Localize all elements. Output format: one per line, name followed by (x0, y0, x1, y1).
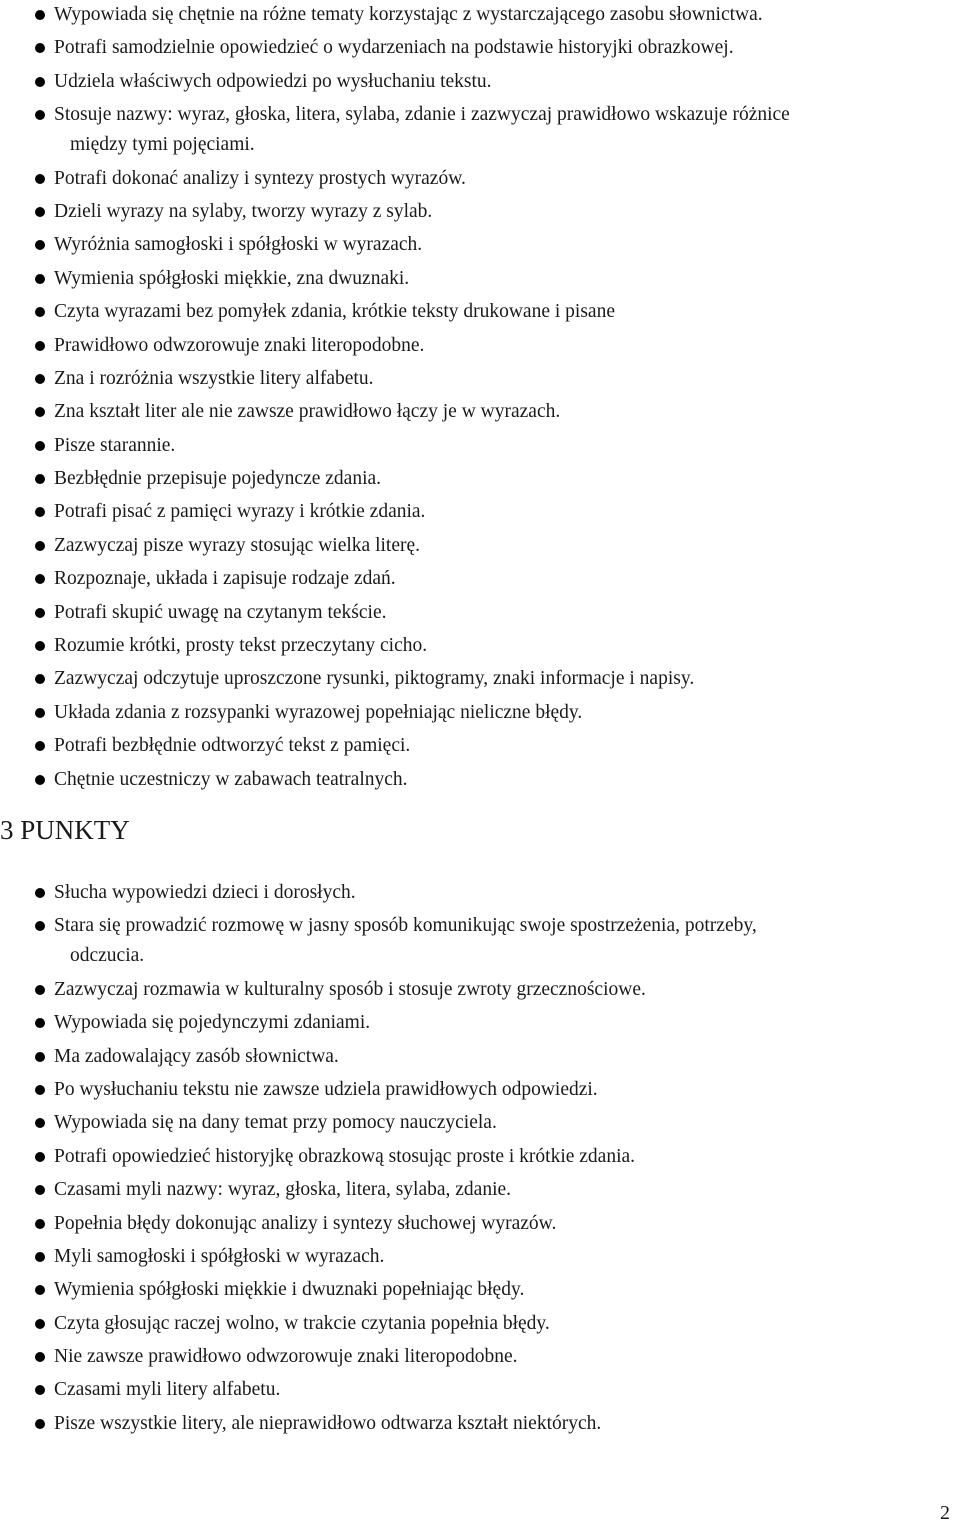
list-item (0, 698, 950, 728)
list-item-text: Zazwyczaj pisze wyrazy stosując wielka literę. (54, 534, 420, 556)
bullet-icon (35, 307, 45, 317)
bullet-icon (35, 374, 45, 384)
list-item-text: Zazwyczaj rozmawia w kulturalny sposób i stosuje zwroty grzecznościowe. (54, 978, 646, 1000)
page-number: 2 (940, 1502, 950, 1524)
bullet-icon (35, 77, 45, 87)
bullet-icon (35, 240, 45, 250)
bullet-icon (35, 1385, 45, 1395)
list-item (0, 631, 950, 661)
list-item-text: Dzieli wyrazy na sylaby, tworzy wyrazy z sylab. (54, 200, 433, 222)
list-item-text: Udziela właściwych odpowiedzi po wysłuchaniu tekstu. (54, 70, 492, 92)
list-item-text: Bezbłędnie przepisuje pojedyncze zdania. (54, 468, 382, 490)
list-item (0, 464, 950, 494)
list-item (0, 564, 950, 594)
bullet-icon (35, 1118, 45, 1128)
bullet-icon (35, 507, 45, 517)
list-item (0, 1075, 950, 1105)
bullet-icon (35, 174, 45, 184)
bullet-icon (35, 1152, 45, 1162)
list-item-text: Po wysłuchaniu tekstu nie zawsze udziela prawidłowych odpowiedzi. (54, 1078, 598, 1100)
list-item (0, 297, 950, 327)
list-item-text: Stara się prowadzić rozmowę w jasny sposób komunikując swoje spostrzeżenia, potrzeby, (54, 915, 757, 937)
list-item (0, 33, 950, 63)
bullet-icon (35, 110, 45, 120)
bullet-icon (35, 541, 45, 551)
list-item (0, 364, 950, 394)
list-item-text: Potrafi skupić uwagę na czytanym tekście. (54, 601, 387, 623)
bullet-icon (35, 1352, 45, 1362)
list-item-text: Zna kształt liter ale nie zawsze prawidłowo łączy je w wyrazach. (54, 401, 561, 423)
list-item-text: Wypowiada się pojedynczymi zdaniami. (54, 1012, 371, 1034)
list-item (0, 164, 950, 194)
bullet-icon (35, 1185, 45, 1195)
list-item (0, 911, 950, 971)
list-item-text: odczucia. (70, 945, 145, 967)
bullet-icon (35, 1219, 45, 1229)
list-item (0, 0, 950, 30)
list-item-text: Myli samogłoski i spółgłoski w wyrazach. (54, 1245, 385, 1267)
list-item-text: Wyróżnia samogłoski i spółgłoski w wyrazach. (54, 234, 423, 256)
bullet-icon (35, 407, 45, 417)
bullet-icon (35, 708, 45, 718)
list-item (0, 765, 950, 795)
list-item-text: Wymienia spółgłoski miękkie, zna dwuznaki. (54, 267, 410, 289)
list-item-text: Zna i rozróżnia wszystkie litery alfabetu. (54, 367, 374, 389)
list-item-text: Wypowiada się na dany temat przy pomocy nauczyciela. (54, 1112, 497, 1134)
list-item (0, 598, 950, 628)
list-item-text: Czasami myli litery alfabetu. (54, 1379, 281, 1401)
list-item-text: Nie zawsze prawidłowo odwzorowuje znaki literopodobne. (54, 1346, 518, 1368)
bullet-icon (35, 441, 45, 451)
list-item (0, 1175, 950, 1205)
bullet-icon (35, 775, 45, 785)
list-item (0, 1142, 950, 1172)
bullet-icon (35, 985, 45, 995)
list-item-text: Potrafi bezbłędnie odtworzyć tekst z pamięci. (54, 735, 411, 757)
bullet-icon (35, 1319, 45, 1329)
list-item-text: Rozpoznaje, układa i zapisuje rodzaje zdań. (54, 568, 396, 590)
bullet-icon (35, 1252, 45, 1262)
list-item-text: Prawidłowo odwzorowuje znaki literopodobne. (54, 334, 425, 356)
list-item-text: Czyta głosując raczej wolno, w trakcie czytania popełnia błędy. (54, 1312, 550, 1334)
list-item-text: Potrafi opowiedzieć historyjkę obrazkową stosując proste i krótkie zdania. (54, 1145, 636, 1167)
list-item (0, 331, 950, 361)
list-item (0, 397, 950, 427)
list-item-text: Potrafi dokonać analizy i syntezy prostych wyrazów. (54, 167, 466, 189)
list-item-text: Czasami myli nazwy: wyraz, głoska, litera, sylaba, zdanie. (54, 1179, 512, 1201)
list-item-text: Popełnia błędy dokonując analizy i syntezy słuchowej wyrazów. (54, 1212, 557, 1234)
list-item-text: między tymi pojęciami. (70, 134, 255, 156)
list-item (0, 197, 950, 227)
bullet-icon (35, 888, 45, 898)
list-item-text: Stosuje nazwy: wyraz, głoska, litera, sylaba, zdanie i zazwyczaj prawidłowo wskazuje różnice (54, 104, 790, 126)
list-item (0, 497, 950, 527)
list-item (0, 731, 950, 761)
bullet-icon (35, 474, 45, 484)
list-item-text: Układa zdania z rozsypanki wyrazowej popełniając nieliczne błędy. (54, 701, 583, 723)
list-item (0, 1008, 950, 1038)
section-heading-3-punkty: 3 PUNKTY (0, 815, 130, 845)
list-item-text: Ma zadowalający zasób słownictwa. (54, 1045, 339, 1067)
list-item-text: Pisze wszystkie litery, ale nieprawidłowo odtwarza kształt niektórych. (54, 1412, 602, 1434)
list-item (0, 1242, 950, 1272)
list-item-text: Potrafi samodzielnie opowiedzieć o wydarzeniach na podstawie historyjki obrazkowej. (54, 37, 734, 59)
list-item (0, 1375, 950, 1405)
list-item (0, 1409, 950, 1439)
list-item (0, 531, 950, 561)
list-item (0, 67, 950, 97)
bullet-icon (35, 10, 45, 20)
list-item (0, 975, 950, 1005)
bullet-icon (35, 574, 45, 584)
list-item (0, 1342, 950, 1372)
criteria-list-3-punkty (0, 878, 950, 1442)
bullet-icon (35, 641, 45, 651)
bullet-icon (35, 274, 45, 284)
bullet-icon (35, 1285, 45, 1295)
list-item-text: Potrafi pisać z pamięci wyrazy i krótkie zdania. (54, 501, 426, 523)
bullet-icon (35, 921, 45, 931)
bullet-icon (35, 1018, 45, 1028)
list-item (0, 878, 950, 908)
bullet-icon (35, 741, 45, 751)
bullet-icon (35, 674, 45, 684)
list-item (0, 1275, 950, 1305)
list-item (0, 664, 950, 694)
list-item-text: Wypowiada się chętnie na różne tematy korzystając z wystarczającego zasobu słownictwa. (54, 4, 763, 25)
list-item (0, 1042, 950, 1072)
list-item-text: Zazwyczaj odczytuje uproszczone rysunki, piktogramy, znaki informacje i napisy. (54, 668, 695, 690)
list-item (0, 431, 950, 461)
bullet-icon (35, 608, 45, 618)
bullet-icon (35, 207, 45, 217)
list-item (0, 1108, 950, 1138)
bullet-icon (35, 43, 45, 53)
list-item (0, 264, 950, 294)
list-item-text: Rozumie krótki, prosty tekst przeczytany cicho. (54, 635, 428, 657)
bullet-icon (35, 1419, 45, 1429)
list-item (0, 1209, 950, 1239)
list-item-text: Czyta wyrazami bez pomyłek zdania, krótkie teksty drukowane i pisane (54, 301, 615, 323)
list-item (0, 1309, 950, 1339)
list-item (0, 100, 950, 160)
list-item-text: Chętnie uczestniczy w zabawach teatralnych. (54, 768, 408, 790)
list-item-text: Wymienia spółgłoski miękkie i dwuznaki popełniając błędy. (54, 1279, 525, 1301)
bullet-icon (35, 341, 45, 351)
list-item-text: Pisze starannie. (54, 434, 176, 456)
list-item-text: Słucha wypowiedzi dzieci i dorosłych. (54, 882, 356, 903)
bullet-icon (35, 1052, 45, 1062)
bullet-icon (35, 1085, 45, 1095)
list-item (0, 230, 950, 260)
